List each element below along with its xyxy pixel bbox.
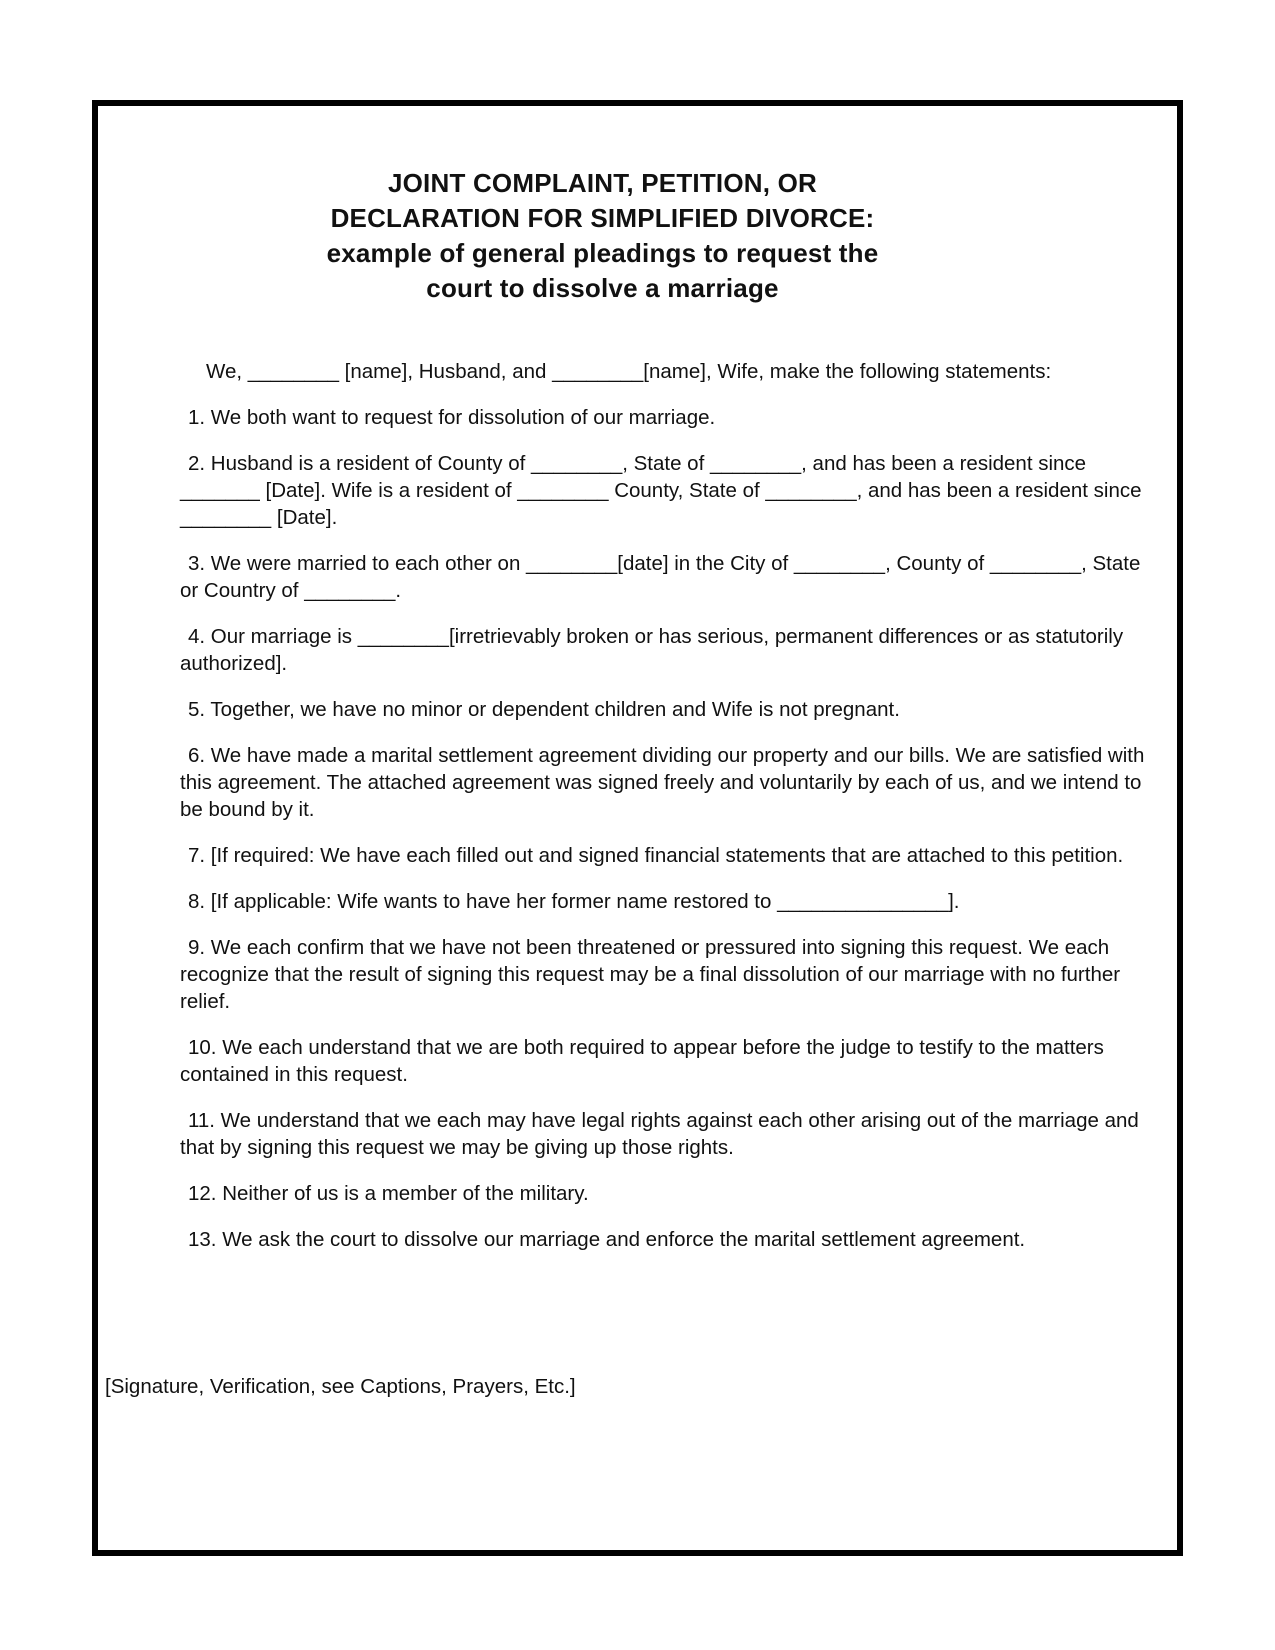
numbered-paragraph-13: 13. We ask the court to dissolve our marriage and enforce the marital settlement agreement. — [188, 1228, 1026, 1251]
numbered-paragraph-12: 12. Neither of us is a member of the military. — [188, 1182, 589, 1205]
numbered-paragraph-11: 11. We understand that we each may have legal rights against each other arising out of the marriage and that by signing this request we may be giving up those rights. — [180, 1109, 1139, 1159]
numbered-paragraph-1: 1. We both want to request for dissolution of our marriage. — [188, 406, 716, 429]
numbered-paragraph-3: 3. We were married to each other on ________[date] in the City of ________, County of ________, State or Country of ________. — [180, 552, 1141, 602]
intro-paragraph: We, ________ [name], Husband, and ________[name], Wife, make the following statements: — [206, 360, 1052, 383]
numbered-paragraph-9: 9. We each confirm that we have not been threatened or pressured into signing this request. We each recognize that the result of signing this request may be a final dissolution of our marriage with no further relief. — [180, 936, 1121, 1013]
numbered-paragraph-10: 10. We each understand that we are both required to appear before the judge to testify to the matters contained in this request. — [180, 1036, 1104, 1086]
document-title — [180, 166, 1025, 306]
document-border-frame — [92, 100, 1183, 1556]
title-line-3: example of general pleadings to request the — [326, 238, 879, 268]
title-line-1: JOINT COMPLAINT, PETITION, OR — [387, 168, 818, 198]
numbered-paragraph-6: 6. We have made a marital settlement agreement dividing our property and our bills. We are satisfied with this agreement. The attached agreement was signed freely and voluntarily by each of us, and we intend to be bound by it. — [180, 744, 1145, 821]
numbered-paragraph-7: 7. [If required: We have each filled out and signed financial statements that are attached to this petition. — [188, 844, 1124, 867]
signature-placeholder-note: [Signature, Verification, see Captions, Prayers, Etc.] — [105, 1375, 576, 1398]
document-content — [98, 106, 1177, 1400]
title-line-4: court to dissolve a marriage — [426, 273, 779, 303]
numbered-paragraph-2: 2. Husband is a resident of County of ________, State of ________, and has been a resident since _______ [Date]. Wife is a resident of ________ County, State of ________, and has been a resident since ________ [Date]. — [180, 452, 1142, 529]
numbered-paragraph-4: 4. Our marriage is ________[irretrievably broken or has serious, permanent differences or as statutorily authorized]. — [180, 625, 1124, 675]
title-line-2: DECLARATION FOR SIMPLIFIED DIVORCE: — [330, 203, 875, 233]
numbered-paragraph-8: 8. [If applicable: Wife wants to have her former name restored to _______________]. — [188, 890, 960, 913]
numbered-paragraph-5: 5. Together, we have no minor or dependent children and Wife is not pregnant. — [188, 698, 900, 721]
